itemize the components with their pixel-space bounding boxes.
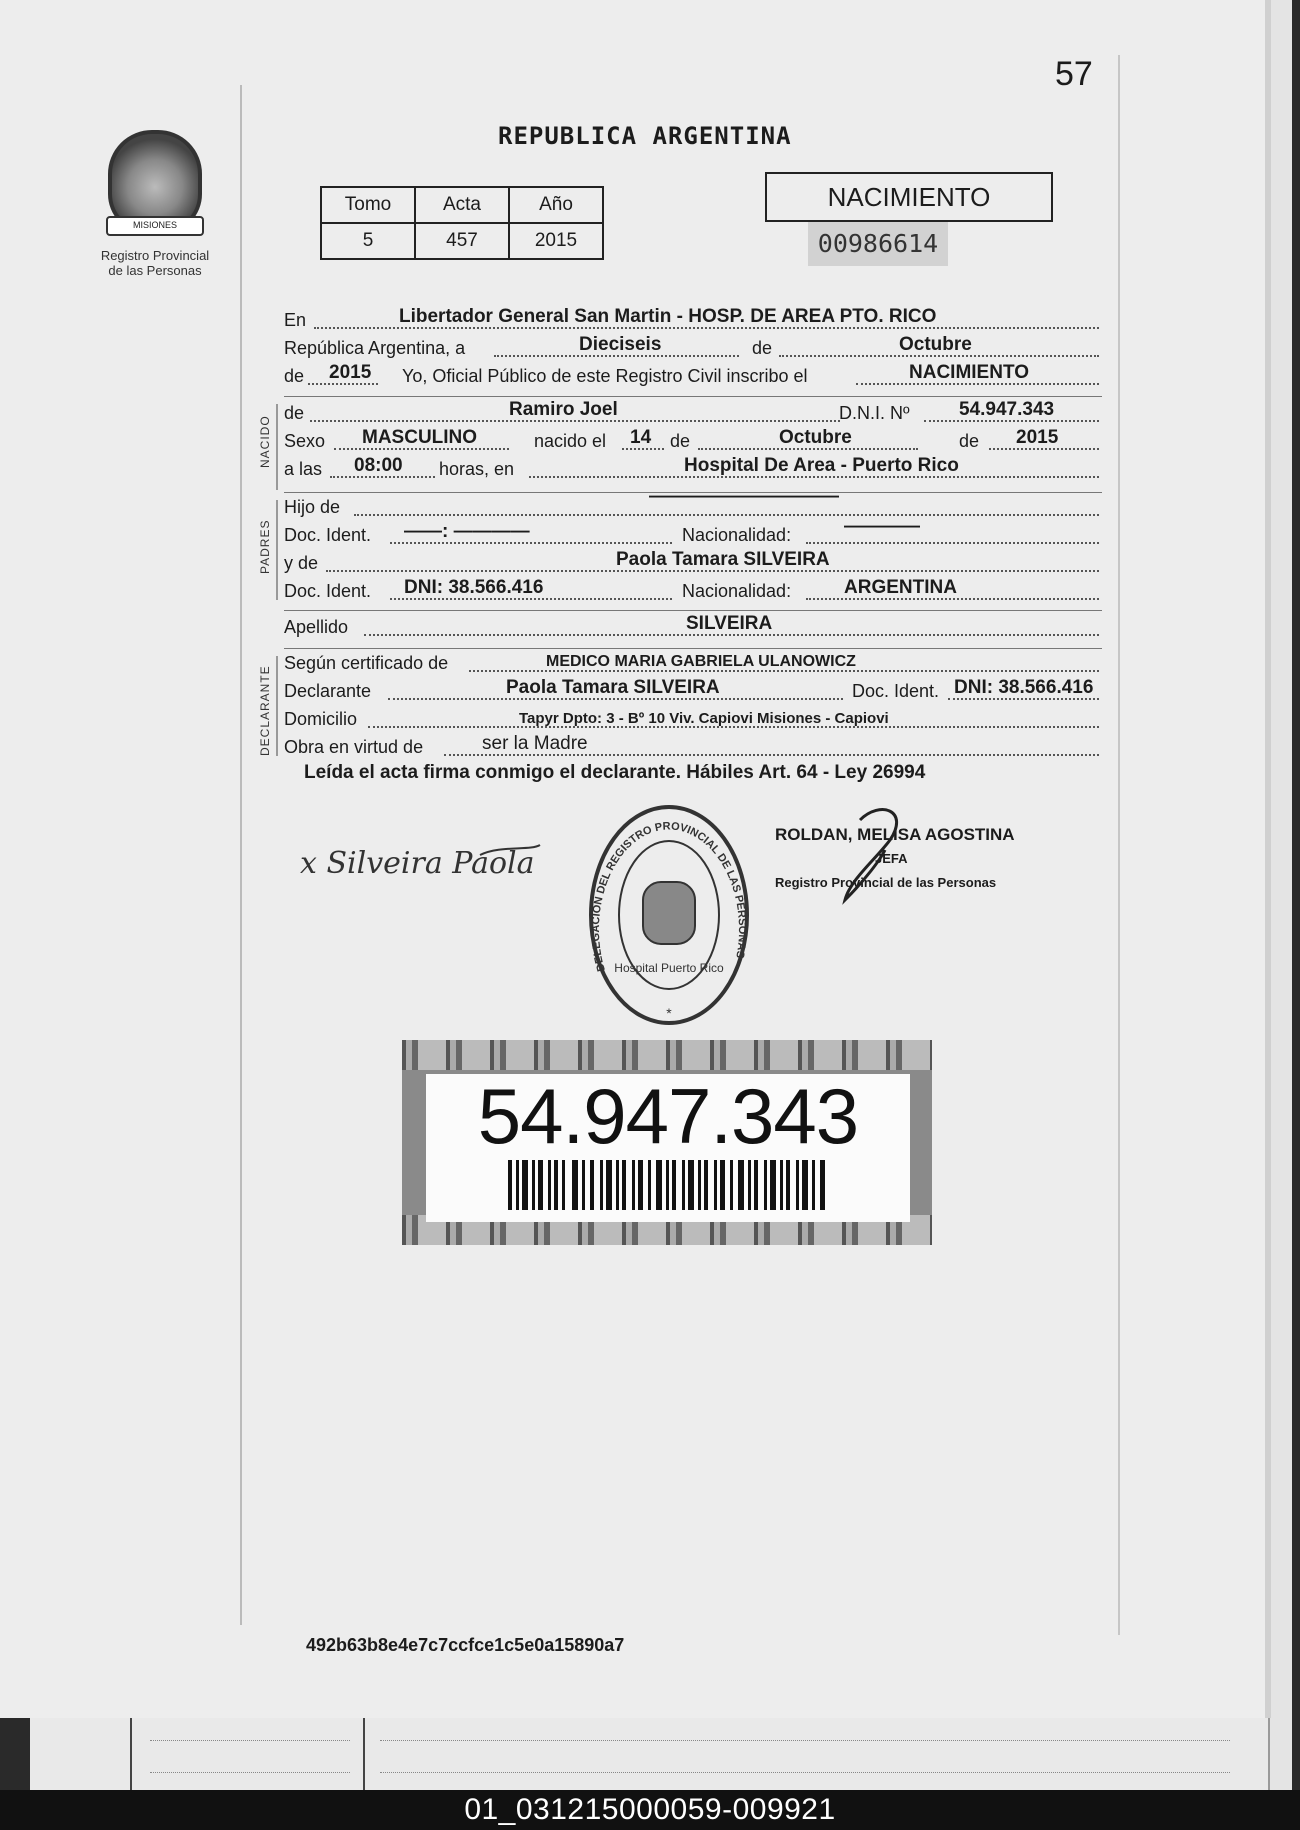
dotted-line — [380, 1772, 1230, 1773]
label-de-day: de — [670, 431, 691, 451]
serial-number: 00986614 — [808, 222, 948, 266]
scan-id-footer: 01_031215000059-009921 — [0, 1790, 1300, 1830]
value-certificado: MEDICO MARIA GABRIELA ULANOWICZ — [546, 653, 856, 670]
row-domicilio — [284, 704, 1099, 732]
anio-header: Año — [509, 187, 603, 223]
row-declarante — [284, 676, 1099, 704]
side-label-declarante: DECLARANTE — [258, 665, 272, 756]
official-name: ROLDAN, MELISA AGOSTINA — [775, 825, 1015, 844]
value-anio: 2015 — [329, 362, 372, 383]
acta-header: Acta — [415, 187, 509, 223]
label-en: En — [284, 310, 307, 330]
label-declarante: Declarante — [284, 681, 372, 701]
binder-edge — [1268, 0, 1292, 1790]
label-doc-ident: Doc. Ident. — [284, 581, 372, 601]
label-segun: Según certificado de — [284, 653, 449, 673]
side-label-nacido: NACIDO — [258, 415, 272, 468]
value-domicilio: Tapyr Dpto: 3 - Bº 10 Viv. Capiovi Misiones - Capiovi — [519, 710, 889, 727]
value-nac-anio: 2015 — [1016, 427, 1059, 448]
section-separator — [284, 610, 1102, 611]
official-signature-scribble — [840, 800, 910, 910]
dotted-line — [806, 542, 1099, 544]
svg-text:*: * — [666, 1005, 672, 1021]
record-type-box: NACIMIENTO — [765, 172, 1053, 222]
coat-of-arms-icon — [108, 130, 202, 234]
official-role: JEFA — [875, 851, 908, 866]
dotted-line — [380, 1740, 1230, 1741]
logo-ribbon: MISIONES — [106, 216, 204, 236]
dotted-line — [150, 1740, 350, 1741]
label-republica: República Argentina, a — [284, 338, 466, 358]
signature-text: x Silveira Paola — [300, 846, 535, 881]
label-de-month: de — [959, 431, 980, 451]
row-fecha — [284, 333, 1099, 361]
document-hash: 492b63b8e4e7c7ccfce1c5e0a15890a7 — [306, 1635, 625, 1655]
tomo-header: Tomo — [321, 187, 415, 223]
barcode-icon — [508, 1160, 828, 1210]
label-hijo-de: Hijo de — [284, 497, 341, 517]
value-nac-mes: Octubre — [779, 427, 852, 448]
label-doc-ident: Doc. Ident. — [284, 525, 372, 545]
declarant-signature — [300, 815, 560, 895]
row-apellido — [284, 612, 1099, 640]
registry-stamp — [585, 800, 753, 1030]
acta-value: 457 — [415, 223, 509, 259]
label-de-name: de — [284, 403, 305, 423]
tomo-acta-anio-table — [320, 186, 604, 260]
dotted-line — [354, 514, 1099, 516]
row-madre — [284, 548, 1099, 576]
label-de: de — [752, 338, 773, 358]
logo-caption-line1: Registro Provincial — [100, 248, 210, 263]
stamp-inner-text: Hospital Puerto Rico — [614, 961, 724, 975]
value-madre-nac: ARGENTINA — [844, 577, 957, 598]
logo-caption — [95, 248, 215, 278]
label-sexo: Sexo — [284, 431, 326, 451]
row-nombre — [284, 398, 1099, 426]
label-horas: horas, en — [439, 459, 515, 479]
section-separator — [284, 396, 1102, 397]
row-obra — [284, 732, 1099, 760]
stamp-emblem-icon — [643, 882, 695, 944]
label-de-year: de — [284, 366, 305, 386]
row-lugar — [284, 305, 1099, 333]
label-domicilio: Domicilio — [284, 709, 358, 729]
label-nacido: nacido el — [534, 431, 607, 451]
row-hijo-de — [284, 486, 1099, 520]
value-sexo: MASCULINO — [362, 427, 478, 448]
dni-number: 54.947.343 — [477, 1072, 859, 1160]
label-dni: D.N.I. Nº — [839, 403, 910, 423]
label-oficial: Yo, Oficial Público de este Registro Civil inscribo el — [402, 366, 808, 386]
value-apellido: SILVEIRA — [686, 613, 773, 634]
side-separator — [276, 500, 278, 600]
value-madre: Paola Tamara SILVEIRA — [616, 549, 830, 570]
label-nacionalidad: Nacionalidad: — [682, 581, 792, 601]
value-lugar: Libertador General San Martin - HOSP. DE AREA PTO. RICO — [399, 306, 937, 327]
value-nombre: Ramiro Joel — [509, 399, 618, 420]
dni-barcode-label — [402, 1040, 932, 1245]
row-doc-madre — [284, 576, 1099, 604]
value-obra: ser la Madre — [482, 733, 588, 754]
form-right-border — [1118, 55, 1120, 1635]
label-doc-ident: Doc. Ident. — [852, 681, 940, 701]
value-hora: 08:00 — [354, 455, 403, 476]
value-padre-nac: ———— — [844, 516, 920, 537]
row-certificado — [284, 648, 1099, 676]
side-separator — [276, 404, 278, 490]
closing-statement: Leída el acta firma conmigo el declarante. Hábiles Art. 64 - Ley 26994 — [304, 762, 926, 783]
value-padre-doc: ——: ———— — [404, 521, 530, 542]
label-a-las: a las — [284, 459, 323, 479]
row-doc-padre — [284, 516, 1099, 548]
label-y-de: y de — [284, 553, 319, 573]
label-obra: Obra en virtud de — [284, 737, 424, 757]
label-apellido: Apellido — [284, 617, 349, 637]
security-pattern — [402, 1040, 932, 1070]
province-seal-logo — [95, 130, 215, 278]
page-number: 57 — [1055, 55, 1093, 93]
anio-value: 2015 — [509, 223, 603, 259]
label-nacionalidad: Nacionalidad: — [682, 525, 792, 545]
value-padre: —————————— — [649, 486, 839, 507]
value-declarante: Paola Tamara SILVEIRA — [506, 677, 720, 698]
row-hora — [284, 454, 1099, 482]
value-madre-doc: DNI: 38.566.416 — [404, 577, 544, 598]
row-inscribo — [284, 361, 1099, 389]
tomo-value: 5 — [321, 223, 415, 259]
dotted-line — [150, 1772, 350, 1773]
value-declarante-doc: DNI: 38.566.416 — [954, 677, 1094, 698]
value-mes: Octubre — [899, 334, 972, 355]
side-separator — [276, 656, 278, 756]
form-left-border — [240, 85, 242, 1625]
value-acto: NACIMIENTO — [909, 362, 1029, 383]
dni-label-inner — [426, 1074, 910, 1222]
value-dni: 54.947.343 — [959, 399, 1055, 420]
logo-caption-line2: de las Personas — [108, 263, 202, 278]
value-dia: Dieciseis — [579, 334, 662, 355]
stamp-outer-text: DELEGACION DEL REGISTRO PROVINCIAL DE LAS PERSONAS — [589, 820, 749, 973]
document-title: REPUBLICA ARGENTINA — [498, 122, 792, 150]
side-label-padres: PADRES — [258, 519, 272, 574]
value-lugar-nac: Hospital De Area - Puerto Rico — [684, 455, 959, 476]
row-sexo — [284, 426, 1099, 454]
official-office: Registro Provincial de las Personas — [775, 875, 997, 890]
value-nac-dia: 14 — [630, 427, 652, 448]
